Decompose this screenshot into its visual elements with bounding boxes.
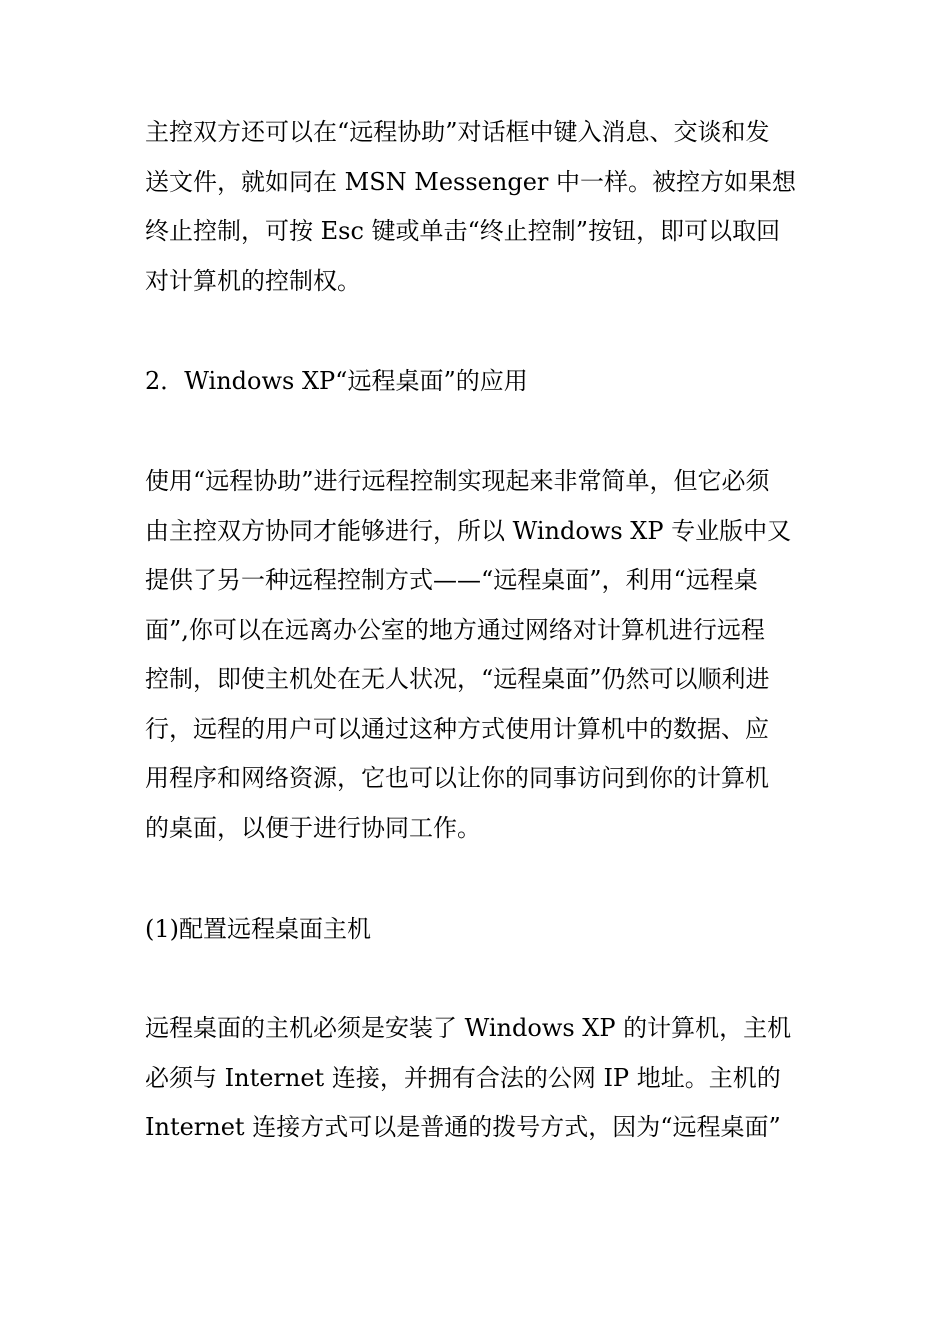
section-heading-text: 2．Windows XP“远程桌面”的应用 bbox=[145, 367, 528, 395]
subheading-text: (1)配置远程桌面主机 bbox=[145, 915, 371, 943]
paragraph-line: Internet 连接方式可以是普通的拨号方式，因为“远程桌面” bbox=[145, 1113, 781, 1141]
paragraph-line: 终止控制，可按 Esc 键或单击“终止控制”按钮，即可以取回 bbox=[145, 217, 781, 245]
paragraph-line: 主控双方还可以在“远程协助”对话框中键入消息、交谈和发 bbox=[145, 118, 770, 146]
paragraph-host-requirements bbox=[145, 1004, 815, 1153]
paragraph-line: 提供了另一种远程控制方式——“远程桌面”，利用“远程桌 bbox=[145, 566, 758, 594]
paragraph-remote-assistance-chat bbox=[145, 108, 815, 306]
paragraph-line: 的桌面，以便于进行协同工作。 bbox=[145, 813, 481, 842]
section-heading-remote-desktop bbox=[145, 357, 815, 407]
paragraph-remote-desktop-intro bbox=[145, 457, 815, 853]
paragraph-line: 对计算机的控制权。 bbox=[145, 266, 361, 295]
paragraph-line: 送文件，就如同在 MSN Messenger 中一样。被控方如果想 bbox=[145, 167, 797, 196]
paragraph-line: 面”,你可以在远离办公室的地方通过网络对计算机进行远程 bbox=[145, 615, 765, 644]
paragraph-line: 由主控双方协同才能够进行，所以 Windows XP 专业版中又 bbox=[145, 516, 792, 545]
subheading-configure-host bbox=[145, 905, 815, 955]
paragraph-line: 必须与 Internet 连接，并拥有合法的公网 IP 地址。主机的 bbox=[145, 1063, 781, 1092]
paragraph-line: 控制，即使主机处在无人状况，“远程桌面”仍然可以顺利进 bbox=[145, 665, 770, 693]
paragraph-line: 使用“远程协助”进行远程控制实现起来非常简单，但它必须 bbox=[145, 467, 770, 495]
paragraph-line: 行，远程的用户可以通过这种方式使用计算机中的数据、应 bbox=[145, 714, 769, 743]
paragraph-line: 远程桌面的主机必须是安装了 Windows XP 的计算机，主机 bbox=[145, 1014, 792, 1042]
paragraph-line: 用程序和网络资源，它也可以让你的同事访问到你的计算机 bbox=[145, 764, 769, 792]
